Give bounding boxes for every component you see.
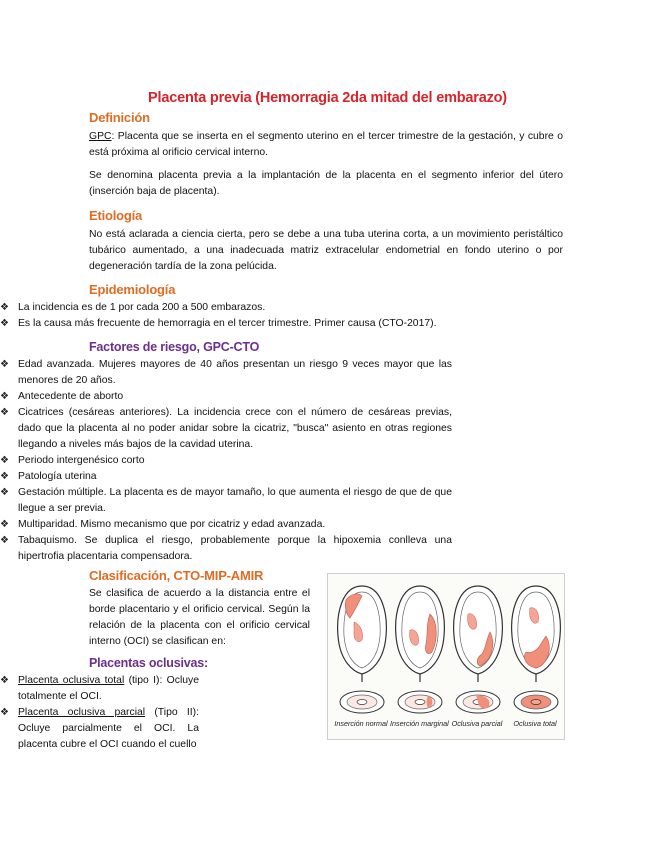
list-item: ❖ Multiparidad. Mismo mecanismo que por cicatriz y edad avanzada. bbox=[0, 517, 452, 533]
diamond-bullet-icon: ❖ bbox=[0, 391, 9, 402]
diamond-bullet-icon: ❖ bbox=[0, 318, 9, 329]
page-title: Placenta previa (Hemorragia 2da mitad del embarazo) bbox=[148, 90, 507, 106]
etiologia-paragraph: No está aclarada a ciencia cierta, pero se debe a una tuba uterina corta, a un movimiento peristáltico tubárico aumentado, a una inadecuada matriz extracelular endometrial en fondo uterino o por degeneración tardía de la zona pelúcida. bbox=[89, 229, 563, 272]
diamond-bullet-icon: ❖ bbox=[0, 519, 9, 530]
diamond-bullet-icon: ❖ bbox=[0, 535, 9, 546]
definicion-paragraph-1 bbox=[89, 129, 563, 161]
heading-clasificacion: Clasificación, CTO-MIP-AMIR bbox=[89, 568, 264, 583]
diamond-bullet-icon: ❖ bbox=[0, 455, 9, 466]
placenta-diagram bbox=[328, 574, 564, 719]
uterus-normal-insertion bbox=[338, 586, 387, 682]
cervix-ring-normal bbox=[340, 691, 384, 713]
heading-etiologia: Etiología bbox=[89, 208, 143, 223]
gpc-label: GPC bbox=[89, 131, 112, 142]
caption-oclusiva-total: Oclusiva total bbox=[513, 719, 557, 728]
factores-list bbox=[0, 357, 452, 565]
list-item: ❖ Gestación múltiple. La placenta es de mayor tamaño, lo que aumenta el riesgo de que de que llegue a ser previa. bbox=[0, 487, 452, 514]
cervix-ring-partial bbox=[456, 691, 500, 713]
list-item: ❖ Periodo intergenésico corto bbox=[0, 453, 452, 469]
epidemiologia-list bbox=[0, 300, 452, 332]
list-item: ❖ Es la causa más frecuente de hemorragia en el tercer trimestre. Primer causa (CTO-2017). bbox=[0, 316, 452, 332]
uterus-marginal-insertion bbox=[396, 586, 445, 682]
heading-epidemiologia: Epidemiología bbox=[89, 282, 176, 297]
diamond-bullet-icon: ❖ bbox=[0, 487, 9, 498]
uterus-total-occlusive bbox=[512, 586, 561, 682]
heading-placentas-oclusivas: Placentas oclusivas: bbox=[89, 656, 208, 670]
list-item: ❖ Patología uterina bbox=[0, 469, 452, 485]
diamond-bullet-icon: ❖ bbox=[0, 707, 9, 718]
diamond-bullet-icon: ❖ bbox=[0, 359, 9, 370]
diamond-bullet-icon: ❖ bbox=[0, 407, 9, 418]
diamond-bullet-icon: ❖ bbox=[0, 302, 9, 313]
heading-factores-riesgo: Factores de riesgo, GPC-CTO bbox=[89, 340, 260, 354]
cervix-ring-total bbox=[514, 691, 558, 713]
oclusivas-list bbox=[0, 673, 199, 753]
list-item: ❖ Tabaquismo. Se duplica el riesgo, probablemente porque la hipoxemia conlleva una hipertrofia placentaria compensadora. bbox=[0, 535, 452, 562]
list-item: ❖ Cicatrices (cesáreas anteriores). La incidencia crece con el número de cesáreas previas, dado que la placenta al no poder anidar sobre la cicatriz, "busca" asiento en otras regiones llegando a niveles más bajos de la cavidad uterina. bbox=[0, 407, 452, 450]
list-item: ❖ Edad avanzada. Mujeres mayores de 40 años presentan un riesgo 9 veces mayor que las menores de 20 años. bbox=[0, 359, 452, 386]
heading-definicion: Definición bbox=[89, 110, 150, 125]
figure-captions bbox=[328, 719, 564, 733]
list-item: ❖ Placenta oclusiva total (tipo I): Ocluye totalmente el OCI. bbox=[0, 675, 200, 702]
diamond-bullet-icon: ❖ bbox=[0, 675, 9, 686]
uterus-partial-occlusive bbox=[454, 586, 503, 682]
gpc-text: : Placenta que se inserta en el segmento uterino en el tercer trimestre de la gestación, y cubre o está próxima al orificio cervical interno. bbox=[89, 131, 563, 158]
clasificacion-paragraph: Se clasifica de acuerdo a la distancia entre el borde placentario y el orificio cervical. Según la relación de la placenta con el orificio cervical interno (OCI) se clasifican en: bbox=[89, 588, 310, 647]
caption-oclusiva-parcial: Oclusiva parcial bbox=[451, 719, 503, 728]
list-item: ❖ Placenta oclusiva parcial (Tipo II): Ocluye parcialmente el OCI. La placenta cubre el OCI cuando el cuello bbox=[0, 707, 200, 750]
caption-insercion-normal: Inserción normal bbox=[334, 719, 388, 728]
placenta-classification-figure bbox=[327, 573, 565, 740]
definicion-paragraph-2: Se denomina placenta previa a la implantación de la placenta en el segmento inferior del útero (inserción baja de placenta). bbox=[89, 170, 563, 197]
diamond-bullet-icon: ❖ bbox=[0, 471, 9, 482]
list-item: ❖ Antecedente de aborto bbox=[0, 389, 452, 405]
cervix-ring-marginal bbox=[398, 691, 442, 713]
list-item: ❖ La incidencia es de 1 por cada 200 a 500 embarazos. bbox=[0, 300, 452, 316]
caption-insercion-marginal: Inserción marginal bbox=[390, 719, 449, 728]
